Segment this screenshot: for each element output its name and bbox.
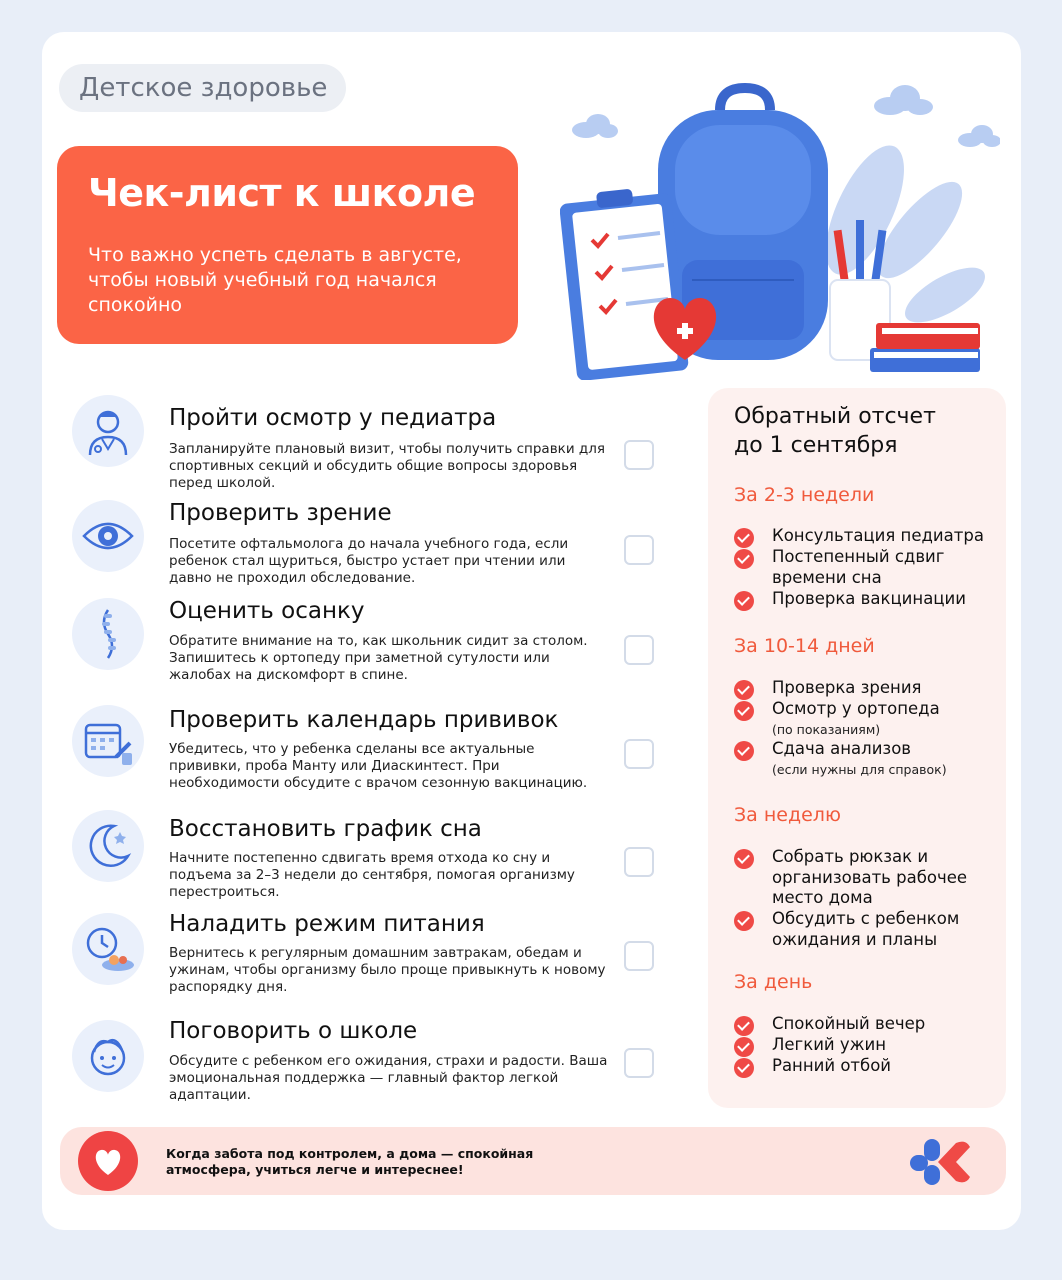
eye-icon [72,500,144,572]
check-icon [734,701,754,721]
countdown-item-text: Проверка зрения [772,678,922,697]
countdown-item-text: Консультация педиатра [772,526,984,545]
item-description: Убедитесь, что у ребенка сделаны все актуальные прививки, проба Манту или Диаскинтест. При необходимости обсудите с врачом сезонную вакцинацию. [169,741,588,791]
countdown-item-label: Осмотр у ортопеда [772,699,940,718]
countdown-item-text: Легкий ужин [772,1035,887,1054]
countdown-group-heading: За 2-3 недели [734,484,875,506]
check-icon [734,741,754,761]
category-tag: Детское здоровье [59,64,346,112]
countdown-title-line: до 1 сентября [734,433,898,458]
countdown-item-label: Сдача анализов [772,739,912,758]
countdown-group-heading: За неделю [734,804,841,826]
item-description: Запланируйте плановый визит, чтобы получить справки для спортивных секций и обсудить общие вопросы здоровья перед школой. [169,441,605,491]
check-icon [734,911,754,931]
countdown-item-text [772,739,1002,780]
moon-icon [72,810,144,882]
item-title: Поговорить о школе [169,1018,418,1044]
cloud-icon [874,85,933,115]
countdown-item-text: Обсудить с ребенком ожидания и планы [772,909,960,949]
heart-icon [78,1131,138,1191]
item-description: Обратите внимание на то, как школьник сидит за столом. Запишитесь к ортопеду при заметной сутулости или жалобах на дискомфорт в спине. [169,633,588,683]
checkbox[interactable] [624,941,654,971]
check-icon [734,528,754,548]
calendar-syringe-icon [72,705,144,777]
child-face-icon [72,1020,144,1092]
check-icon [734,849,754,869]
countdown-panel [708,388,1006,1108]
spine-icon [72,598,144,670]
page-title: Чек-лист к школе [88,171,476,215]
doctor-icon [72,395,144,467]
footer-banner [60,1127,1006,1195]
check-icon [734,1058,754,1078]
item-title: Наладить режим питания [169,911,485,937]
page-subtitle: Что важно успеть сделать в августе, чтобы новый учебный год начался спокойно [88,244,462,316]
countdown-item-text: Проверка вакцинации [772,589,966,608]
check-icon [734,549,754,569]
item-description: Начните постепенно сдвигать время отхода ко сну и подъема за 2–3 недели до сентября, помогая организму перестроиться. [169,850,575,900]
item-description: Вернитесь к регулярным домашним завтракам, обедам и ужинам, чтобы организму было проще привыкнуть к новому распорядку дня. [169,945,606,995]
item-title: Пройти осмотр у педиатра [169,405,497,431]
checkbox[interactable] [624,635,654,665]
item-title: Проверить календарь прививок [169,707,559,733]
countdown-item-text: Ранний отбой [772,1056,892,1075]
item-title: Проверить зрение [169,500,392,526]
footer-message: Когда забота под контролем, а дома — спокойная атмосфера, учиться легче и интереснее! [166,1146,534,1177]
checkbox[interactable] [624,1048,654,1078]
checkbox[interactable] [624,535,654,565]
clock-plate-icon [72,913,144,985]
books-icon [870,323,980,372]
item-description: Посетите офтальмолога до начала учебного года, если ребенок стал щуриться, быстро устает при чтении или давно не проходил обследование. [169,536,569,586]
school-illustration [560,80,1000,380]
countdown-item-note: (по показаниям) [772,721,881,737]
item-title: Оценить осанку [169,598,365,624]
check-icon [734,680,754,700]
countdown-group-heading: За 10-14 дней [734,635,875,657]
check-icon [734,1037,754,1057]
countdown-item-text [772,699,1002,740]
checkbox[interactable] [624,440,654,470]
checkbox[interactable] [624,739,654,769]
countdown-item-text: Собрать рюкзак и организовать рабочее место дома [772,847,968,907]
item-description: Обсудите с ребенком его ожидания, страхи и радости. Ваша эмоциональная поддержка — главный фактор легкой адаптации. [169,1053,608,1103]
brand-logo [908,1137,974,1187]
check-icon [734,591,754,611]
check-icon [734,1016,754,1036]
countdown-item-note: (если нужны для справок) [772,761,947,777]
countdown-title [734,402,936,460]
cloud-icon [958,125,1000,147]
clipboard-icon [560,189,689,380]
checkbox[interactable] [624,847,654,877]
countdown-item-text: Постепенный сдвиг времени сна [772,547,945,587]
countdown-title-line: Обратный отсчет [734,404,936,429]
item-title: Восстановить график сна [169,816,482,842]
countdown-group-heading: За день [734,971,813,993]
cloud-icon [572,114,618,138]
countdown-item-text: Спокойный вечер [772,1014,926,1033]
hero-banner [57,146,518,344]
